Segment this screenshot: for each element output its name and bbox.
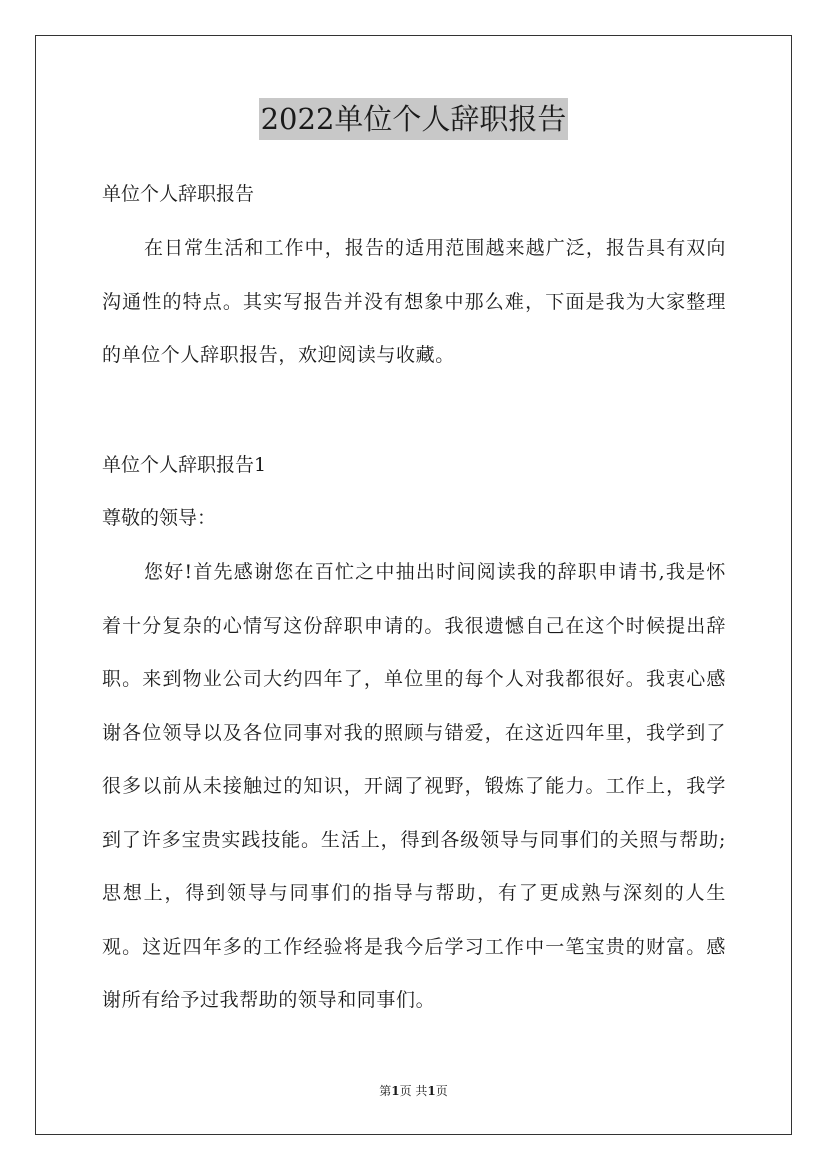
document-title: 2022单位个人辞职报告 [259,98,569,140]
footer-prefix: 第 [379,1084,392,1098]
footer-page-current: 1 [391,1084,400,1098]
page-footer [0,1083,827,1099]
section-heading: 单位个人辞职报告1 [102,454,267,476]
title-container [0,98,827,140]
intro-paragraph: 在日常生活和工作中，报告的适用范围越来越广泛，报告具有双向沟通性的特点。其实写报告并没有想象中那么难，下面是我为大家整理的单位个人辞职报告，欢迎阅读与收藏。 [102,237,726,366]
footer-mid: 页 共 [399,1084,428,1098]
intro-heading: 单位个人辞职报告 [102,183,255,205]
salutation: 尊敬的领导： [102,507,217,529]
body-paragraph: 您好!首先感谢您在百忙之中抽出时间阅读我的辞职申请书,我是怀着十分复杂的心情写这份辞职申请的。我很遗憾自己在这个时候提出辞职。来到物业公司大约四年了，单位里的每个人对我都很好。我衷心感谢各位领导以及各位同事对我的照顾与错爱，在这近四年里，我学到了很多以前从未接触过的知识，开阔了视野，锻炼了能力。工作上，我学到了许多宝贵实践技能。生活上，得到各级领导与同事们的关照与帮助;思想上，得到领导与同事们的指导与帮助，有了更成熟与深刻的人生观。这近四年多的工作经验将是我今后学习工作中一笔宝贵的财富。感谢所有给予过我帮助的领导和同事们。 [102,561,726,1011]
footer-page-total: 1 [427,1084,436,1098]
footer-suffix: 页 [435,1084,448,1098]
